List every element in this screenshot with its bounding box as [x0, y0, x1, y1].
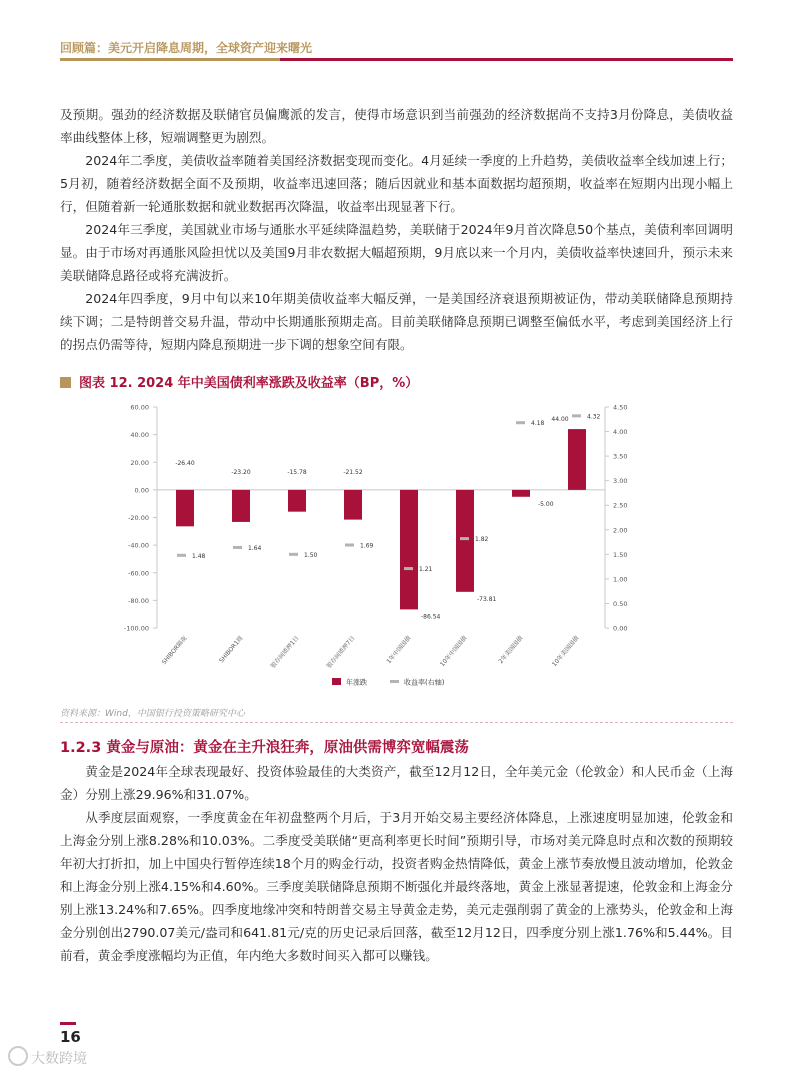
section-paragraph-1: 黄金是2024年全球表现最好、投资体验最佳的大类资产，截至12月12日，全年美元金（伦敦金）和人民币金（上海金）分别上涨29.96%和31.07%。: [60, 764, 733, 802]
yield-marker: [460, 537, 469, 540]
page-number-rule: [60, 1022, 76, 1025]
right-axis-tick-label: 0.00: [613, 624, 628, 633]
left-axis-tick-label: 0.00: [134, 486, 149, 495]
category-label: 银存间质押1日: [269, 634, 301, 670]
bar-data-label: -21.52: [343, 468, 363, 476]
category-label: 10年美国国债: [550, 634, 581, 669]
paragraph-2: 2024年二季度，美债收益率随着美国经济数据变现而变化。4月延续一季度的上升趋势，美债收益率全线加速上行；5月初，随着经济数据全面不及预期，收益率迅速回落；随后因就业和基本面数据均超预期，收益率在短期内出现小幅上行，但随着新一轮通胀数据和就业数据再次降温，收益率出现显著下行。: [60, 153, 733, 214]
right-axis-tick-label: 0.50: [613, 599, 628, 608]
bar-data-label: -86.54: [421, 613, 441, 621]
section-paragraph-2: 从季度层面观察，一季度黄金在年初盘整两个月后，于3月开始交易主要经济体降息，上涨速度明显加速，伦敦金和上海金分别上涨8.28%和10.03%。二季度受美联储“更高利率更长时间”预期引导，市场对美元降息时点和次数的预期较年初大打折扣，加上中国央行暂停连续18个月的购金行动，投资者购金热情降低，黄金上涨节奏放慢且波动增加，伦敦金和上海金分别上涨4.15%和4.60%。三季度美联储降息预期不断强化并最终落地，黄金上涨显著提速，伦敦金和上海金分别上涨13.24%和7.65%。四季度地缘冲突和特朗普交易主导黄金走势，美元走强削弱了黄金的上涨势头，伦敦金和上海金分别创出2790.07美元/盎司和641.81元/克的历史记录后回落，截至12月12日，四季度分别上涨1.76%和5.44%。目前看，黄金季度涨幅均为正值，年内绝大多数时间买入都可以赚钱。: [60, 810, 733, 963]
figure-title-marker: [60, 377, 71, 388]
category-label: SHIBOR1周: [218, 634, 245, 665]
right-axis-tick-label: 4.00: [613, 428, 628, 437]
category-label: 1年中国国债: [385, 634, 413, 666]
header-rule-gold: [60, 58, 280, 61]
yield-marker: [572, 414, 581, 417]
paragraph-4: 2024年四季度，9月中旬以来10年期美债收益率大幅反弹，一是美国经济衰退预期被证伪，带动美联储降息预期持续下调；二是特朗普交易升温，带动中长期通胀预期走高。目前美联储降息预期已调整至偏低水平，考虑到美国经济上行的拐点仍需等待，短期内降息预期进一步下调的想象空间有限。: [60, 291, 733, 352]
yield-marker: [404, 567, 413, 570]
bar-annual-change: [344, 490, 362, 520]
right-axis-tick-label: 1.00: [613, 575, 628, 584]
yield-data-label: 1.50: [304, 551, 318, 559]
right-axis-tick-label: 3.50: [613, 452, 628, 461]
legend-bar-label: 年涨跌: [346, 678, 367, 687]
bar-annual-change: [568, 429, 586, 490]
bar-annual-change: [512, 490, 530, 497]
header-title: 回顾篇：美元开启降息周期，全球资产迎来曙光: [60, 41, 313, 55]
yield-marker: [516, 421, 525, 424]
yield-marker: [177, 554, 186, 557]
category-label: 银存间质押7日: [325, 634, 357, 670]
watermark-text: 大数跨境: [31, 1051, 87, 1067]
bar-annual-change: [400, 490, 418, 610]
figure-source: 资料来源：Wind，中国银行投资策略研究中心: [60, 709, 245, 719]
right-axis-tick-label: 4.50: [613, 403, 628, 412]
left-axis-tick-label: -60.00: [128, 569, 149, 578]
bar-annual-change: [456, 490, 474, 592]
bar-annual-change: [232, 490, 250, 522]
yield-data-label: 4.18: [531, 420, 545, 428]
yield-data-label: 1.48: [192, 552, 206, 560]
source-divider: [60, 722, 733, 723]
category-label: 2年美国国债: [497, 634, 525, 666]
yield-data-label: 1.21: [419, 566, 433, 574]
watermark: [8, 1046, 87, 1068]
yield-data-label: 1.64: [248, 544, 262, 552]
bar-data-label: -73.81: [477, 595, 497, 603]
legend-marker-label: 收益率(右轴): [404, 678, 445, 687]
yield-marker: [289, 553, 298, 556]
bar-data-label: -23.20: [231, 468, 251, 476]
left-axis-tick-label: -20.00: [128, 514, 149, 522]
category-label: SHIBOR隔夜: [160, 634, 189, 667]
bar-data-label: -5.00: [538, 500, 554, 508]
yield-data-label: 1.69: [360, 542, 374, 550]
left-axis-tick-label: -100.00: [123, 624, 149, 633]
bar-annual-change: [288, 490, 306, 512]
bar-data-label: -26.40: [175, 459, 195, 467]
yield-data-label: 1.82: [475, 536, 489, 544]
yield-data-label: 4.32: [587, 413, 601, 421]
bar-data-label: 44.00: [551, 416, 569, 424]
left-axis-tick-label: -40.00: [128, 541, 149, 550]
bond-yield-chart: [60, 395, 733, 700]
left-axis-tick-label: 20.00: [130, 458, 149, 467]
category-label: 10年中国国债: [438, 634, 469, 669]
left-axis-tick-label: -80.00: [128, 596, 149, 605]
paragraph-3: 2024年三季度，美国就业市场与通胀水平延续降温趋势，美联储于2024年9月首次降息50个基点，美债利率回调明显。由于市场对再通胀风险担忧以及美国9月非农数据大幅超预期，9月底以来一个月内，美债收益率快速回升，预示未来美联储降息路径或将充满波折。: [60, 222, 733, 283]
right-axis-tick-label: 2.00: [613, 526, 628, 535]
legend-marker-swatch: [390, 680, 399, 683]
figure-title-text: 图表 12. 2024 年中美国债利率涨跌及收益率（BP，%）: [79, 376, 419, 391]
bar-annual-change: [176, 490, 194, 526]
page-number: 16: [60, 1028, 81, 1046]
legend-bar-swatch: [332, 678, 341, 685]
paragraph-1: 及预期。强劲的经济数据及联储官员偏鹰派的发言，使得市场意识到当前强劲的经济数据尚不支持3月份降息，美债收益率曲线整体上移，短端调整更为剧烈。: [60, 107, 733, 145]
bar-data-label: -15.78: [287, 468, 307, 476]
header-rule-red: [280, 58, 733, 61]
right-axis-tick-label: 2.50: [613, 501, 628, 510]
section-heading: 1.2.3 黄金与原油：黄金在主升浪狂奔，原油供需博弈宽幅震荡: [60, 740, 469, 756]
yield-marker: [345, 544, 354, 547]
right-axis-tick-label: 3.00: [613, 477, 628, 486]
right-axis-tick-label: 1.50: [613, 550, 628, 559]
watermark-logo-icon: [8, 1046, 28, 1066]
figure-title: [60, 372, 418, 391]
left-axis-tick-label: 40.00: [130, 431, 149, 440]
left-axis-tick-label: 60.00: [130, 403, 149, 412]
yield-marker: [233, 546, 242, 549]
